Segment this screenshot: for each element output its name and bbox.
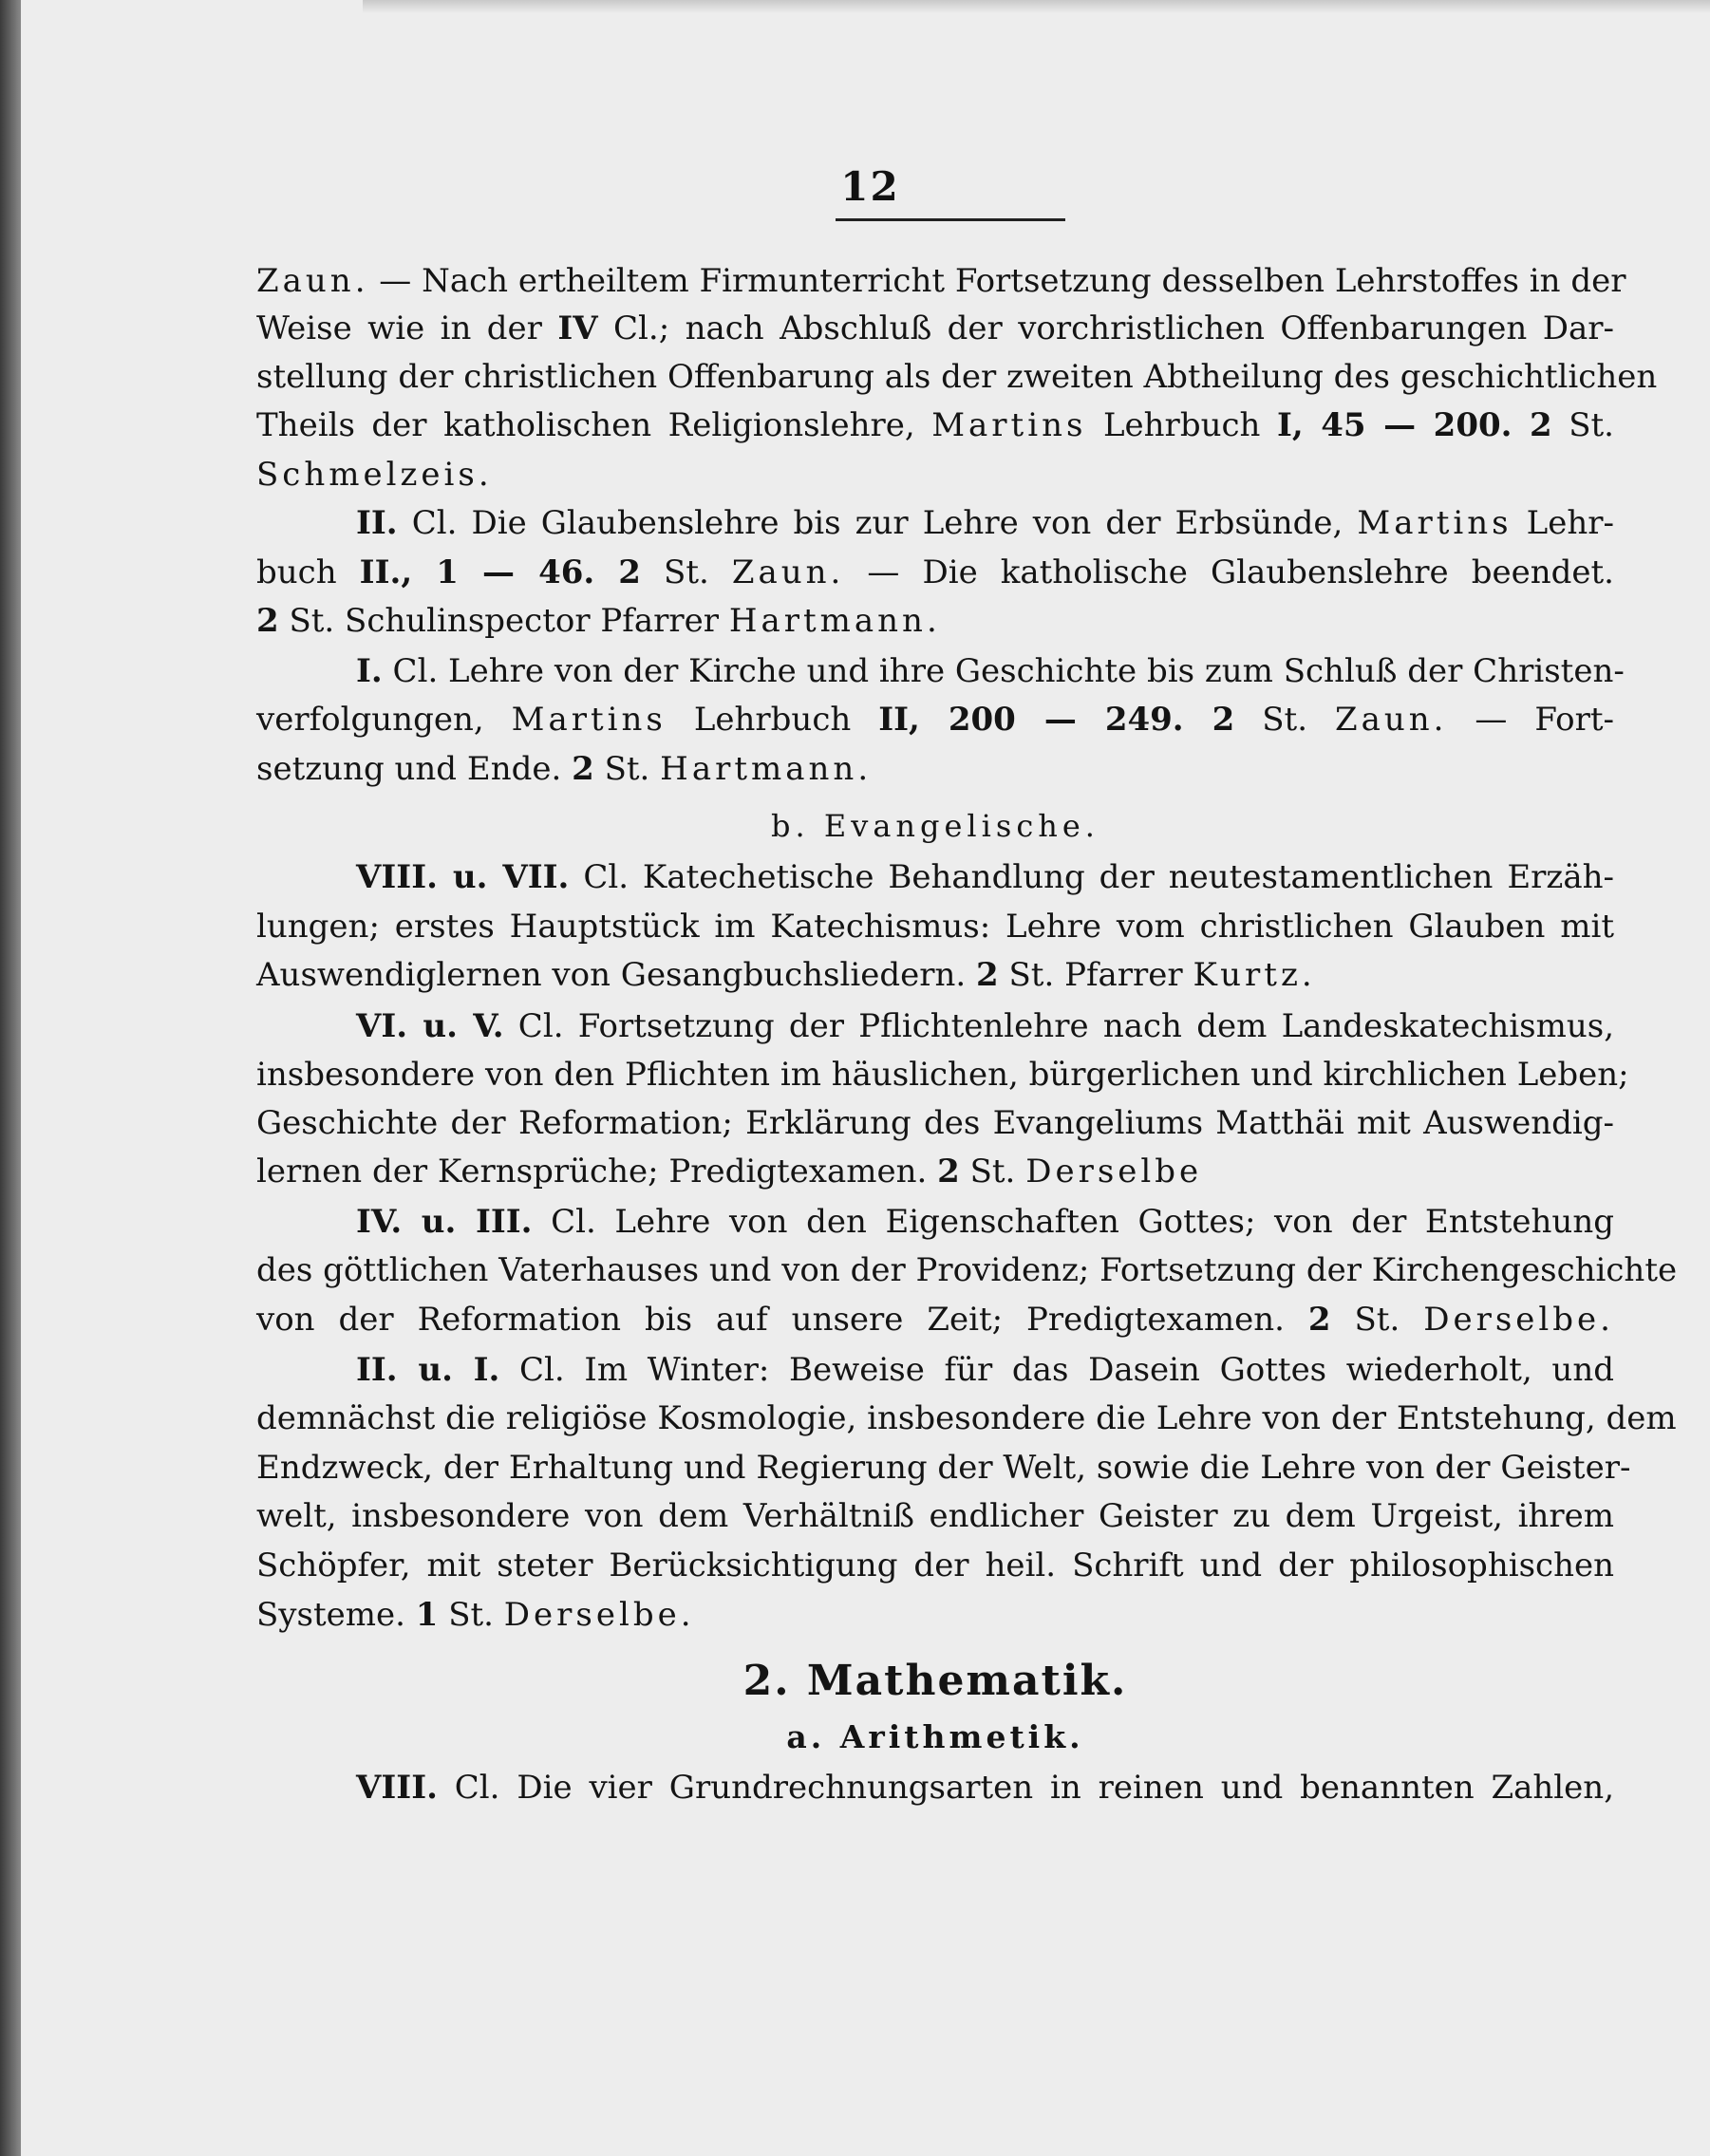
text-run: Martins <box>1357 504 1513 542</box>
text-line <box>256 1763 1614 1812</box>
text-run: IV. u. III. <box>356 1203 533 1241</box>
text-run: lungen; erstes Hauptstück im Katechismus: Lehre vom christlichen Glauben mit <box>256 908 1614 946</box>
text-line <box>256 304 1614 353</box>
text-run: St. <box>438 1596 504 1634</box>
text-run: St. <box>959 1153 1026 1190</box>
text-line <box>256 1491 1614 1541</box>
text-run: Lehr- <box>1512 504 1614 542</box>
text-run: Auswendiglernen von Gesangbuchsliedern. <box>256 956 977 994</box>
text-run: Martins <box>511 701 667 739</box>
page-top-edge <box>363 0 1710 13</box>
text-run: insbesondere von den Pflichten im häuslichen, bürgerlichen und kirchlichen Leben; <box>256 1056 1629 1094</box>
text-run: — Nach ertheiltem Firmunterricht Fortsetzung desselben Lehrstoffes in der <box>368 262 1626 300</box>
text-run: St. <box>1330 1301 1424 1339</box>
text-line <box>256 596 1614 646</box>
text-run: welt, insbesondere von dem Verhältniß endlicher Geister zu dem Urgeist, ihrem <box>256 1497 1614 1535</box>
text-run: Zaun. <box>731 553 845 591</box>
text-run: Lehrbuch <box>1086 406 1277 444</box>
text-run: setzung und Ende. <box>256 750 573 788</box>
scanned-page <box>21 0 1710 2156</box>
text-run: — Fort- <box>1447 701 1614 739</box>
text-run: Geschichte der Reformation; Erklärung des Evangeliums Matthäi mit Auswendig- <box>256 1104 1614 1142</box>
text-run: II. <box>356 504 398 542</box>
text-line <box>256 647 1625 696</box>
text-run: St. Schulinspector Pfarrer <box>278 602 729 640</box>
text-run: a. Arithmetik. <box>786 1718 1084 1755</box>
text-run: VIII. u. VII. <box>356 858 570 896</box>
text-run: Cl. Die Glaubenslehre bis zur Lehre von der Erbsünde, <box>397 504 1358 542</box>
text-run: VIII. <box>356 1769 438 1807</box>
text-run: Derselbe. <box>503 1596 695 1634</box>
text-run: St. <box>1551 406 1614 444</box>
text-line <box>256 256 1626 306</box>
text-line <box>256 1197 1614 1247</box>
text-line <box>256 1098 1614 1148</box>
text-run: Derselbe <box>1025 1153 1203 1190</box>
text-line <box>256 1590 1614 1640</box>
text-run: Schöpfer, mit steter Berücksichtigung der heil. Schrift und der philosophischen <box>256 1547 1614 1584</box>
text-run: demnächst die religiöse Kosmologie, insbesondere die Lehre von der Entstehung, dem <box>256 1399 1677 1437</box>
text-run: 2 <box>976 956 999 994</box>
text-run: St. <box>640 553 732 591</box>
text-run: Systeme. <box>256 1596 416 1634</box>
text-run: Derselbe. <box>1423 1301 1614 1339</box>
text-run: St. <box>593 750 661 788</box>
text-line <box>256 1345 1614 1395</box>
text-line <box>256 548 1614 597</box>
text-run: Cl.; nach Abschluß der vorchristlichen Offenbarungen Dar- <box>597 309 1614 347</box>
section-heading <box>256 1713 1614 1762</box>
text-run: I, 45 — 200. 2 <box>1276 406 1552 444</box>
text-run: stellung der christlichen Offenbarung als der zweiten Abtheilung des geschichtlichen <box>256 358 1658 396</box>
text-run: Kurtz. <box>1193 956 1316 994</box>
page-number: 12 <box>840 163 900 210</box>
text-line <box>256 1147 1614 1196</box>
text-run: — Die katholische Glaubenslehre beendet. <box>844 553 1614 591</box>
text-run: 2 <box>937 1153 960 1190</box>
text-run: Zaun. <box>256 262 369 300</box>
text-run: Theils der katholischen Religionslehre, <box>256 406 932 444</box>
text-run: Cl. Im Winter: Beweise für das Dasein Gottes wiederholt, und <box>499 1351 1614 1389</box>
text-run: b. Evangelische. <box>771 808 1099 844</box>
text-run: Lehrbuch <box>666 701 879 739</box>
text-run: 2 <box>256 602 279 640</box>
text-run: Hartmann. <box>728 602 941 640</box>
text-run: Cl. Fortsetzung der Pflichtenlehre nach dem Landeskatechismus, <box>503 1007 1614 1045</box>
text-run: St. Pfarrer <box>998 956 1193 994</box>
text-line <box>256 853 1614 902</box>
text-line <box>256 352 1658 402</box>
text-run: 2. Mathematik. <box>742 1657 1128 1705</box>
text-run: Zaun. <box>1334 701 1448 739</box>
text-run: Hartmann. <box>660 750 873 788</box>
section-heading <box>256 801 1614 851</box>
text-run: 2 <box>1307 1301 1331 1339</box>
text-run: des göttlichen Vaterhauses und von der Providenz; Fortsetzung der Kirchengeschichte <box>256 1251 1678 1289</box>
text-run: II. u. I. <box>356 1351 500 1389</box>
text-line <box>256 1295 1614 1344</box>
header-rule <box>836 218 1065 221</box>
text-run: buch <box>256 553 360 591</box>
text-line <box>256 1541 1614 1590</box>
text-line <box>256 950 1614 1000</box>
text-line <box>256 1050 1629 1099</box>
text-line <box>256 498 1614 548</box>
text-run: Endzweck, der Erhaltung und Regierung der Welt, sowie die Lehre von der Geister- <box>256 1449 1631 1487</box>
text-run: 1 <box>415 1596 439 1634</box>
text-run: Cl. Die vier Grundrechnungsarten in reinen und benannten Zahlen, <box>437 1769 1614 1807</box>
text-run: IV <box>557 309 598 347</box>
text-run: St. <box>1234 701 1335 739</box>
text-line <box>256 1394 1677 1443</box>
text-run: II, 200 — 249. 2 <box>878 701 1235 739</box>
text-line <box>256 1246 1678 1295</box>
text-run: Weise wie in der <box>256 309 558 347</box>
text-line <box>256 695 1614 744</box>
text-run: Cl. Katechetische Behandlung der neutestamentlichen Erzäh- <box>569 858 1615 896</box>
text-run: VI. u. V. <box>356 1007 504 1045</box>
text-run: verfolgungen, <box>256 701 512 739</box>
text-run: lernen der Kernsprüche; Predigtexamen. <box>256 1153 938 1190</box>
text-run: II., 1 — 46. 2 <box>359 553 641 591</box>
text-line <box>256 401 1614 450</box>
section-heading <box>256 1657 1614 1706</box>
text-line <box>256 1002 1614 1051</box>
text-line <box>256 744 1614 794</box>
text-line <box>256 902 1614 951</box>
text-run: von der Reformation bis auf unsere Zeit; Predigtexamen. <box>256 1301 1308 1339</box>
page-edge-shadow <box>0 0 21 2156</box>
text-run: Martins <box>931 406 1087 444</box>
text-run: Cl. Lehre von der Kirche und ihre Geschichte bis zum Schluß der Christen- <box>382 652 1625 690</box>
text-line <box>256 450 1614 499</box>
text-run: 2 <box>572 750 594 788</box>
text-run: I. <box>356 652 383 690</box>
text-run: Cl. Lehre von den Eigenschaften Gottes; von der Entstehung <box>532 1203 1614 1241</box>
text-run: Schmelzeis. <box>256 456 493 494</box>
text-line <box>256 1443 1631 1492</box>
